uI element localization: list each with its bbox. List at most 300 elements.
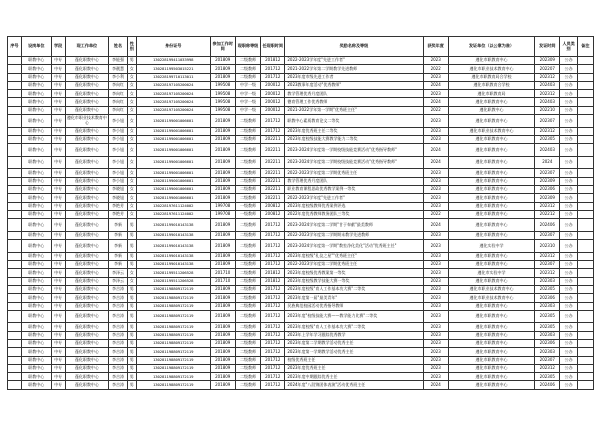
cell-year: 2023 [423,294,448,302]
table-row [8,339,594,347]
cell-appoint: 202211 [261,156,285,169]
cell-section: 中专 [51,277,65,285]
cell-category: 公办 [560,261,577,269]
cell-category: 公办 [560,294,577,302]
cell-appoint: 202211 [261,135,285,143]
cell-start: 201809 [210,348,235,356]
cell-section: 中专 [51,231,65,239]
table-row [8,81,594,89]
cell-org: 职教中心 [21,186,51,194]
column-header-unit: 现工作单位 [65,37,109,57]
cell-title: 二级教师 [235,65,260,73]
cell-seq [8,310,22,323]
table-row [8,285,594,293]
cell-unit: 蓬化职教中心 [65,348,109,356]
cell-title: 中学一级 [235,106,260,114]
cell-org: 职教中心 [21,169,51,177]
cell-category: 公办 [560,364,577,372]
cell-unit: 蓬化职教中心 [65,339,109,347]
cell-issuer: 遵化市职教育中心 [448,194,534,202]
cell-note [577,106,593,114]
cell-award: 2021-2022学年第二学期教学先进教师 [285,65,423,73]
cell-org: 职教中心 [21,348,51,356]
cell-year: 2023 [423,194,448,202]
cell-appoint: 200012 [261,81,285,89]
cell-award: 2023年上学年学习跟踪优秀教学 [285,331,423,339]
cell-section: 中专 [51,261,65,269]
cell-name: 李泽云 [109,269,127,277]
table-row [8,231,594,239]
column-header-note: 备注 [577,37,593,57]
cell-category: 公办 [560,115,577,128]
cell-title: 二级教师 [235,135,260,143]
cell-gender: 女 [127,186,136,194]
cell-note [577,115,593,128]
cell-appoint: 202211 [261,144,285,157]
cell-start: 201809 [210,231,235,239]
cell-gender: 女 [127,277,136,285]
cell-org: 职教中心 [21,115,51,128]
cell-appoint: 201712 [261,348,285,356]
table-row [8,106,594,114]
cell-appoint: 201712 [261,373,285,381]
column-header-seq: 序号 [8,37,22,57]
cell-unit: 蓬化职教中心 [65,156,109,169]
cell-unit: 蓬化职教中心 [65,194,109,202]
cell-cert: 202312 [535,90,560,98]
cell-appoint: 201712 [261,127,285,135]
cell-appoint: 200812 [261,210,285,218]
cell-year: 2023 [423,331,448,339]
cell-gender: 男 [127,310,136,323]
cell-start: 199708 [210,202,235,210]
cell-gender: 男 [127,57,136,65]
cell-seq [8,144,22,157]
cell-year: 2023 [423,186,448,194]
cell-seq [8,294,22,302]
cell-id: 130281199001006601 [136,177,210,185]
table-header [8,37,594,57]
cell-name: 李新 [109,252,127,260]
cell-category: 公办 [560,252,577,260]
cell-seq [8,156,22,169]
cell-note [577,202,593,210]
cell-name: 李吉涛 [109,302,127,310]
cell-seq [8,381,22,389]
cell-award: 2023年度"校级技能大赛——教学能力比赛"二等奖 [285,310,423,323]
cell-year: 2023 [423,169,448,177]
cell-appoint: 201812 [261,277,285,285]
cell-name: 李小旭 [109,144,127,157]
cell-appoint: 200012 [261,90,285,98]
cell-appoint: 202211 [261,169,285,177]
table-row [8,302,594,310]
cell-section: 中专 [51,323,65,331]
cell-note [577,194,593,202]
cell-appoint: 201712 [261,73,285,81]
cell-seq [8,219,22,232]
cell-name: 李吉涛 [109,285,127,293]
cell-note [577,302,593,310]
cell-start: 201809 [210,156,235,169]
cell-title: 二级教师 [235,156,260,169]
cell-start: 201809 [210,302,235,310]
cell-unit: 蓬化职教中心 [65,81,109,89]
cell-award: 2023年度校级优秀教案第一等奖 [285,269,423,277]
cell-name: 李小旭 [109,115,127,128]
cell-title: 二级教师 [235,115,260,128]
table-row [8,210,594,218]
cell-note [577,73,593,81]
cell-start: 201710 [210,277,235,285]
cell-issuer: 遵化市职教育中心 [448,356,534,364]
cell-id: 130228199411033998 [136,57,210,65]
cell-note [577,323,593,331]
table-row [8,219,594,232]
cell-note [577,269,593,277]
cell-category: 公办 [560,381,577,389]
cell-section: 中专 [51,177,65,185]
cell-section: 中专 [51,127,65,135]
cell-seq [8,269,22,277]
cell-year: 2024 [423,156,448,169]
cell-start: 201809 [210,65,235,73]
cell-award: 2023-2024学年度第二学期"甘于奉献"最美教师 [285,219,423,232]
cell-unit: 蓬化职教中心 [65,261,109,269]
cell-issuer: 遵化市职教育中心 [448,57,534,65]
cell-unit: 蓬化职教中心 [65,294,109,302]
cell-start: 199508 [210,98,235,106]
cell-appoint: 201712 [261,302,285,310]
cell-category: 公办 [560,210,577,218]
cell-start: 201809 [210,144,235,157]
column-header-appoint: 任现职时间 [261,37,285,57]
cell-id: 130281199010143138 [136,252,210,260]
cell-note [577,348,593,356]
cell-name: 李能强 [109,57,127,65]
cell-name: 李吉涛 [109,381,127,389]
cell-id: 130281198809172119 [136,364,210,372]
cell-gender: 女 [127,202,136,210]
cell-gender: 男 [127,261,136,269]
cell-org: 职教中心 [21,302,51,310]
cell-award: 2023年度第一届"最美青年" [285,294,423,302]
cell-name: 李吉涛 [109,310,127,323]
cell-section: 中专 [51,144,65,157]
cell-start: 199508 [210,90,235,98]
cell-id: 130281199010143138 [136,240,210,253]
cell-title: 二级教师 [235,323,260,331]
cell-issuer: 遵化市职教育中心 [448,135,534,143]
cell-cert: 202403 [535,81,560,89]
cell-start: 199508 [210,81,235,89]
cell-award: 2022-2023学年度第二学期优秀班主任 [285,169,423,177]
cell-title: 中学一级 [235,90,260,98]
cell-start: 201809 [210,331,235,339]
cell-note [577,65,593,73]
cell-seq [8,127,22,135]
cell-seq [8,348,22,356]
cell-seq [8,339,22,347]
cell-org: 职教中心 [21,331,51,339]
cell-appoint: 201712 [261,285,285,293]
cell-start: 201809 [210,381,235,389]
cell-cert: 202212 [535,210,560,218]
table-row [8,323,594,331]
cell-category: 公办 [560,231,577,239]
cell-start: 201809 [210,310,235,323]
cell-note [577,252,593,260]
cell-cert: 202406 [535,219,560,232]
cell-start: 201809 [210,356,235,364]
cell-appoint: 201712 [261,310,285,323]
cell-issuer: 遵化市职教育中心 [448,261,534,269]
cell-issuer: 遵化市职教育中心 [448,339,534,347]
cell-org: 职教中心 [21,310,51,323]
cell-name: 李向红 [109,106,127,114]
cell-name: 李靓慧 [109,65,127,73]
cell-issuer: 遵化市职教育中心 [448,156,534,169]
cell-gender: 男 [127,364,136,372]
cell-org: 职教中心 [21,81,51,89]
cell-note [577,373,593,381]
cell-unit: 蓬化职教中心 [65,323,109,331]
cell-section: 中专 [51,106,65,114]
cell-id: 130281198809172119 [136,356,210,364]
cell-award: 2023年度校级技能大赛教学能力二等奖 [285,135,423,143]
cell-award: 2023-2024学年度第一学期"教室净化美化"活动"优秀班主任" [285,240,423,253]
column-header-org: 设岗单位 [21,37,51,57]
cell-title: 二级教师 [235,127,260,135]
cell-year: 2024 [423,81,448,89]
cell-note [577,98,593,106]
cell-name: 李吉涛 [109,373,127,381]
cell-note [577,81,593,89]
cell-cert: 202312 [535,202,560,210]
cell-award: 2022-2023学年度第二学期优秀班主任 [285,261,423,269]
cell-title: 二级教师 [235,240,260,253]
cell-issuer: 遵化市职教育中心 [448,186,534,194]
cell-unit: 蓬化职教中心 [65,269,109,277]
table-row [8,98,594,106]
cell-unit: 蓬化职教中心 [65,90,109,98]
table-row [8,269,594,277]
table-row [8,277,594,285]
cell-appoint: 201712 [261,252,285,260]
table-row [8,90,594,98]
cell-section: 中专 [51,285,65,293]
cell-org: 职教中心 [21,135,51,143]
cell-name: 李晓旭 [109,194,127,202]
cell-category: 公办 [560,144,577,157]
cell-note [577,177,593,185]
column-header-award: 奖励名称及等级 [285,37,423,57]
cell-name: 李小旭 [109,169,127,177]
cell-category: 公办 [560,339,577,347]
cell-name: 李吉涛 [109,356,127,364]
cell-note [577,169,593,177]
cell-section: 中专 [51,73,65,81]
cell-unit: 蓬化职教中心 [65,106,109,114]
cell-org: 职教中心 [21,252,51,260]
cell-start: 201809 [210,261,235,269]
cell-category: 公办 [560,65,577,73]
table-row [8,57,594,65]
cell-seq [8,373,22,381]
cell-award: 2023年度第一学期教学活动优秀主任 [285,348,423,356]
cell-start: 201809 [210,127,235,135]
cell-section: 中专 [51,294,65,302]
cell-category: 公办 [560,156,577,169]
cell-org: 职教中心 [21,106,51,114]
cell-issuer: 遵化市职教育中心 [448,202,534,210]
cell-cert: 202306 [535,339,560,347]
cell-note [577,339,593,347]
cell-cert: 202312 [535,73,560,81]
cell-award: 2021-2022学年第一学期"优秀班主任" [285,106,423,114]
cell-org: 职教中心 [21,194,51,202]
cell-title: 一级教师 [235,210,260,218]
cell-year: 2022 [423,65,448,73]
cell-unit: 蓬化职教中心 [65,373,109,381]
table-row [8,240,594,253]
cell-section: 中专 [51,65,65,73]
cell-award: 2023年度市级先进工作者 [285,73,423,81]
cell-seq [8,81,22,89]
cell-note [577,231,593,239]
cell-note [577,127,593,135]
cell-title: 二级教师 [235,177,260,185]
cell-gender: 男 [127,373,136,381]
cell-title: 二级教师 [235,73,260,81]
cell-id: 130281199001006601 [136,194,210,202]
cell-award: 2023年度校级教学技能大赛一等奖 [285,277,423,285]
cell-cert: 202406 [535,381,560,389]
cell-year: 2023 [423,323,448,331]
cell-award: 2023年度优秀班主任二等奖 [285,127,423,135]
cell-start: 201809 [210,186,235,194]
honors-table [7,36,594,390]
honors-table-container [7,36,594,390]
cell-unit: 蓬化职教中心 [65,73,109,81]
cell-award: 教学管理优秀月度团队 [285,177,423,185]
cell-issuer: 遵化市职教育中心 [448,231,534,239]
cell-name: 李吉涛 [109,339,127,347]
cell-start: 201809 [210,364,235,372]
cell-cert: 202305 [535,285,560,293]
column-header-year: 获奖年度 [423,37,448,57]
cell-unit: 蓬化职教中心 [65,219,109,232]
cell-start: 199508 [210,106,235,114]
cell-section: 中专 [51,194,65,202]
cell-id: 130281199001006601 [136,186,210,194]
cell-seq [8,57,22,65]
cell-category: 公办 [560,285,577,293]
cell-note [577,294,593,302]
cell-section: 中专 [51,364,65,372]
cell-award: 民族典范校园活动优秀指导教师 [285,302,423,310]
cell-id: 130281198809172119 [136,323,210,331]
cell-gender: 女 [127,135,136,143]
cell-title: 二级教师 [235,57,260,65]
cell-unit: 蓬化职教中心 [65,231,109,239]
table-row [8,348,594,356]
cell-section: 中专 [51,373,65,381]
cell-appoint: 201712 [261,231,285,239]
cell-year: 2023 [423,310,448,323]
cell-section: 中专 [51,302,65,310]
cell-section: 中专 [51,186,65,194]
cell-gender: 男 [127,381,136,389]
cell-gender: 男 [127,302,136,310]
cell-year: 2023 [423,240,448,253]
cell-title: 中学一级 [235,81,260,89]
cell-org: 职教中心 [21,219,51,232]
cell-issuer: 遵化市职教育中心 [448,98,534,106]
cell-title: 一级教师 [235,202,260,210]
cell-title: 二级教师 [235,339,260,347]
cell-year: 2023 [423,339,448,347]
table-row [8,135,594,143]
cell-year: 2023 [423,177,448,185]
cell-award: 职教中心素质教育论文二等奖 [285,115,423,128]
cell-category: 公办 [560,323,577,331]
table-row [8,202,594,210]
cell-category: 公办 [560,90,577,98]
cell-gender: 男 [127,294,136,302]
cell-award: 2023-2024学年度第一学期校级技能竞赛活动"优秀指导教师" [285,144,423,157]
cell-section: 中专 [51,240,65,253]
cell-id: 130281199001006601 [136,135,210,143]
cell-cert: 202403 [535,98,560,106]
cell-appoint: 201712 [261,323,285,331]
column-header-name: 姓名 [109,37,127,57]
cell-award: 职业教育课程思政优秀教学案例一等奖 [285,186,423,194]
cell-award: 2023年度校级教师优秀案例评选 [285,202,423,210]
cell-cert: 202305 [535,310,560,323]
cell-id: 130281199001006601 [136,169,210,177]
cell-issuer: 遵化市职业技术教育中心 [448,294,534,302]
cell-appoint: 201812 [261,269,285,277]
cell-note [577,331,593,339]
cell-category: 公办 [560,106,577,114]
cell-appoint: 201712 [261,294,285,302]
cell-gender: 女 [127,127,136,135]
cell-org: 职教中心 [21,364,51,372]
cell-issuer: 遵化市职教育中心 [448,210,534,218]
cell-note [577,240,593,253]
cell-gender: 女 [127,269,136,277]
cell-id: 130281198809172119 [136,294,210,302]
table-row [8,115,594,128]
cell-note [577,210,593,218]
cell-seq [8,177,22,185]
cell-seq [8,90,22,98]
cell-issuer: 遵化市职教育中心 [448,364,534,372]
cell-org: 职教中心 [21,261,51,269]
cell-cert: 202310 [535,240,560,253]
cell-category: 公办 [560,135,577,143]
cell-cert: 202305 [535,323,560,331]
cell-appoint: 201712 [261,331,285,339]
cell-section: 中专 [51,156,65,169]
cell-unit: 蓬化职教中心 [65,177,109,185]
cell-category: 公办 [560,373,577,381]
cell-issuer: 遵化市职教育中心 [448,331,534,339]
cell-name: 李吉涛 [109,348,127,356]
cell-gender: 女 [127,194,136,202]
cell-year: 2023 [423,115,448,128]
